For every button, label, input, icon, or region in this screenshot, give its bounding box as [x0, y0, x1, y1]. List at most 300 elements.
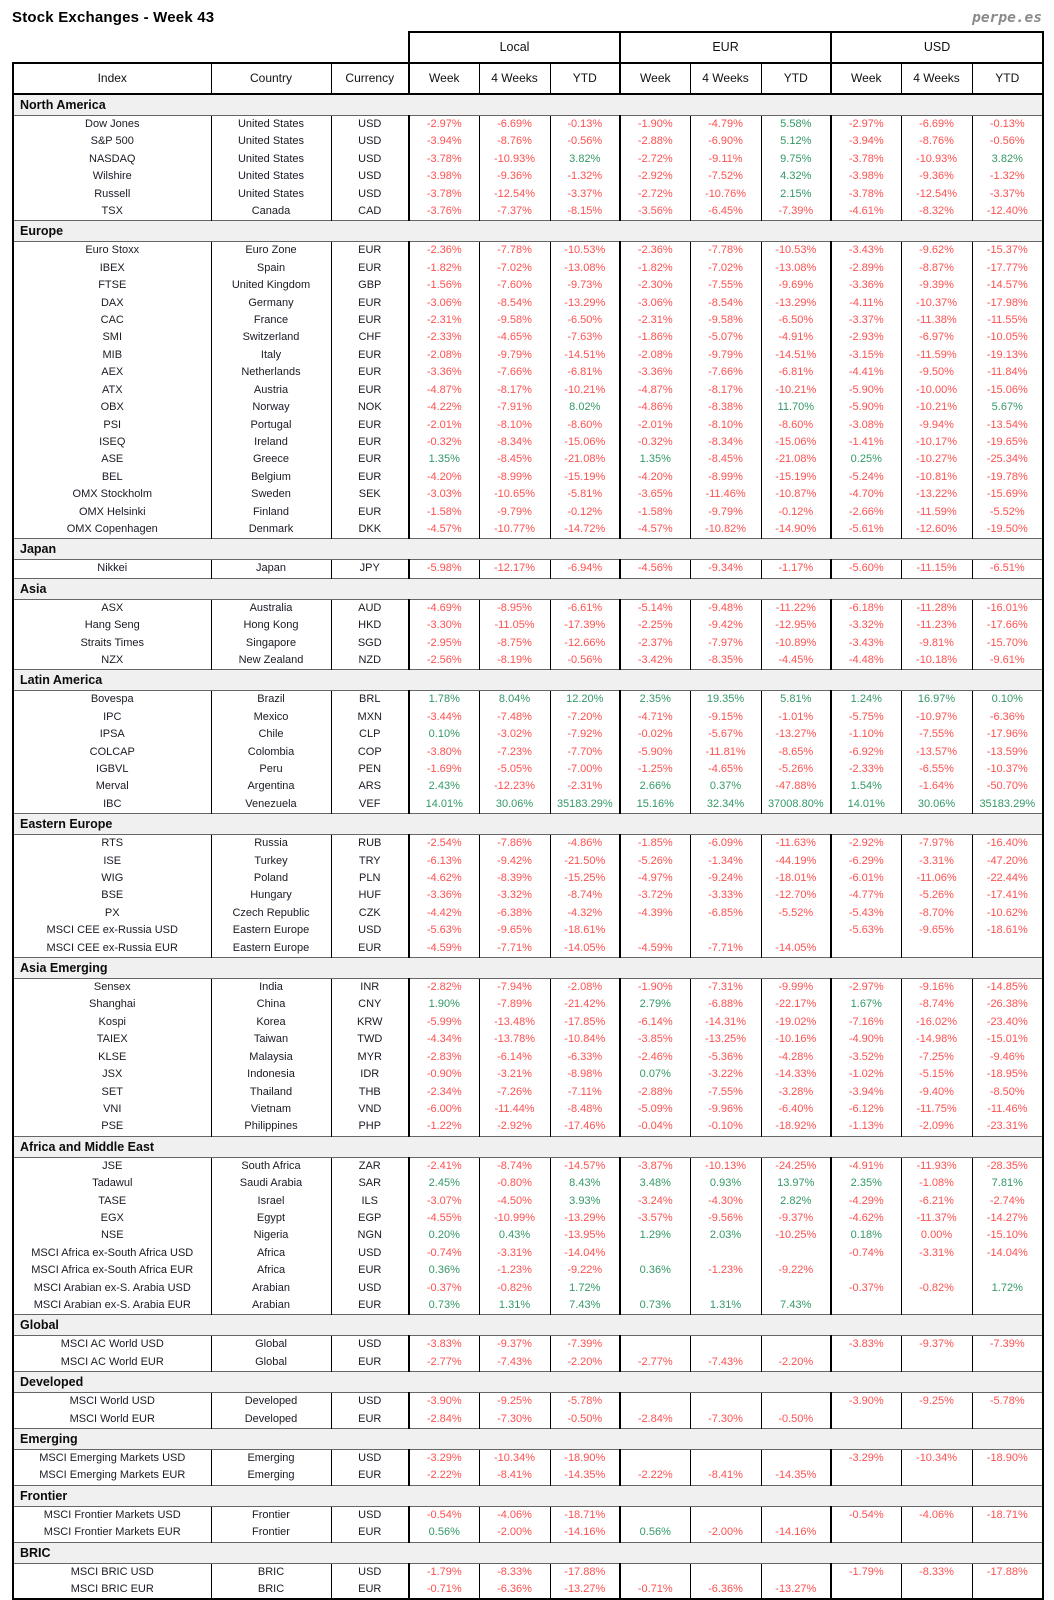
currency-cell: EUR: [331, 940, 409, 958]
value-cell-local-4weeks: 0.43%: [479, 1227, 550, 1244]
country-cell: Netherlands: [211, 364, 331, 381]
value-cell-usd-4weeks: -10.00%: [901, 382, 972, 399]
value-cell-local-ytd: -13.95%: [550, 1227, 620, 1244]
country-cell: Frontier: [211, 1524, 331, 1542]
value-cell-eur-ytd: -9.22%: [761, 1262, 831, 1279]
table-row-kospi: [13, 1014, 1043, 1031]
value-cell-local-4weeks: -12.54%: [479, 186, 550, 203]
group-header-eur: EUR: [620, 32, 831, 63]
value-cell-local-4weeks: -8.99%: [479, 469, 550, 486]
value-cell-usd-ytd: [972, 1262, 1043, 1279]
value-cell-local-week: -3.30%: [409, 617, 479, 634]
group-header-row: [13, 32, 1043, 63]
value-cell-local-ytd: 7.43%: [550, 1297, 620, 1315]
value-cell-usd-4weeks: -11.28%: [901, 599, 972, 617]
value-cell-eur-ytd: -10.25%: [761, 1227, 831, 1244]
brand-link[interactable]: perpe.es: [972, 10, 1042, 26]
value-cell-local-week: -4.22%: [409, 399, 479, 416]
table-row-msci-cee-ex-russia-usd: [13, 922, 1043, 939]
value-cell-local-ytd: -14.16%: [550, 1524, 620, 1542]
value-cell-local-ytd: -14.04%: [550, 1245, 620, 1262]
value-cell-usd-4weeks: -9.50%: [901, 364, 972, 381]
value-cell-usd-week: -2.33%: [831, 761, 901, 778]
currency-cell: CHF: [331, 329, 409, 346]
index-cell: Shanghai: [13, 996, 211, 1013]
value-cell-eur-week: -4.97%: [620, 870, 690, 887]
value-cell-eur-4weeks: -8.17%: [690, 382, 761, 399]
country-cell: Eastern Europe: [211, 940, 331, 958]
index-cell: IPC: [13, 709, 211, 726]
value-cell-eur-ytd: -18.92%: [761, 1118, 831, 1136]
value-cell-local-ytd: -15.25%: [550, 870, 620, 887]
value-cell-local-4weeks: -6.36%: [479, 1581, 550, 1599]
section-title: Developed: [13, 1372, 1043, 1393]
country-cell: Peru: [211, 761, 331, 778]
value-cell-eur-4weeks: -10.76%: [690, 186, 761, 203]
table-row-nzx: [13, 652, 1043, 670]
value-cell-usd-ytd: [972, 1354, 1043, 1372]
value-cell-eur-ytd: -21.08%: [761, 451, 831, 468]
value-cell-local-4weeks: -9.37%: [479, 1336, 550, 1354]
currency-cell: USD: [331, 1393, 409, 1411]
table-row-igbvl: [13, 761, 1043, 778]
value-cell-local-4weeks: -1.23%: [479, 1262, 550, 1279]
country-cell: BRIC: [211, 1581, 331, 1599]
value-cell-eur-week: -4.20%: [620, 469, 690, 486]
value-cell-eur-ytd: -0.50%: [761, 1411, 831, 1429]
section-title: Asia: [13, 578, 1043, 599]
value-cell-usd-4weeks: -11.75%: [901, 1101, 972, 1118]
value-cell-usd-week: -2.97%: [831, 116, 901, 134]
currency-cell: EUR: [331, 469, 409, 486]
col-header-local-week: Week: [409, 63, 479, 94]
table-row-tsx: [13, 203, 1043, 221]
table-row-russell: [13, 186, 1043, 203]
value-cell-usd-4weeks: -10.34%: [901, 1450, 972, 1468]
value-cell-usd-4weeks: -7.97%: [901, 835, 972, 853]
index-cell: MSCI Emerging Markets USD: [13, 1450, 211, 1468]
currency-cell: BRL: [331, 691, 409, 709]
index-cell: IGBVL: [13, 761, 211, 778]
value-cell-local-4weeks: -5.05%: [479, 761, 550, 778]
country-cell: Turkey: [211, 853, 331, 870]
section-header-developed: [13, 1372, 1043, 1393]
value-cell-usd-4weeks: -8.32%: [901, 203, 972, 221]
value-cell-eur-week: -2.36%: [620, 242, 690, 260]
country-cell: Chile: [211, 726, 331, 743]
value-cell-eur-week: -2.01%: [620, 417, 690, 434]
value-cell-eur-ytd: -12.95%: [761, 617, 831, 634]
value-cell-eur-week: -1.58%: [620, 504, 690, 521]
index-cell: COLCAP: [13, 744, 211, 761]
table-row-omx-helsinki: [13, 504, 1043, 521]
index-cell: MSCI Arabian ex-S. Arabia EUR: [13, 1297, 211, 1315]
index-cell: NASDAQ: [13, 151, 211, 168]
value-cell-local-ytd: 12.20%: [550, 691, 620, 709]
value-cell-local-week: -3.44%: [409, 709, 479, 726]
value-cell-eur-ytd: -0.12%: [761, 504, 831, 521]
value-cell-local-week: -3.06%: [409, 295, 479, 312]
value-cell-local-4weeks: -7.60%: [479, 277, 550, 294]
col-header-currency: Currency: [331, 63, 409, 94]
value-cell-eur-ytd: -10.21%: [761, 382, 831, 399]
value-cell-eur-week: -1.90%: [620, 979, 690, 997]
value-cell-local-ytd: -17.85%: [550, 1014, 620, 1031]
report-topbar: [12, 0, 1042, 31]
value-cell-local-4weeks: -8.34%: [479, 434, 550, 451]
value-cell-eur-4weeks: -10.82%: [690, 521, 761, 539]
value-cell-eur-4weeks: -8.35%: [690, 652, 761, 670]
currency-cell: EUR: [331, 504, 409, 521]
value-cell-eur-week: -5.09%: [620, 1101, 690, 1118]
value-cell-eur-ytd: -15.19%: [761, 469, 831, 486]
currency-cell: USD: [331, 1280, 409, 1297]
country-cell: United Kingdom: [211, 277, 331, 294]
value-cell-eur-4weeks: -4.79%: [690, 116, 761, 134]
value-cell-usd-week: -6.01%: [831, 870, 901, 887]
value-cell-usd-week: -5.90%: [831, 399, 901, 416]
value-cell-eur-4weeks: -9.24%: [690, 870, 761, 887]
value-cell-eur-week: 1.29%: [620, 1227, 690, 1244]
value-cell-eur-week: -4.39%: [620, 905, 690, 922]
value-cell-eur-ytd: [761, 1280, 831, 1297]
value-cell-local-4weeks: -2.00%: [479, 1524, 550, 1542]
value-cell-eur-4weeks: -7.02%: [690, 260, 761, 277]
value-cell-eur-week: [620, 1280, 690, 1297]
section-header-europe: [13, 221, 1043, 242]
currency-cell: NOK: [331, 399, 409, 416]
table-row-msci-cee-ex-russia-eur: [13, 940, 1043, 958]
index-cell: MSCI World USD: [13, 1393, 211, 1411]
value-cell-usd-ytd: -15.37%: [972, 242, 1043, 260]
value-cell-eur-ytd: [761, 1245, 831, 1262]
value-cell-local-ytd: -8.48%: [550, 1101, 620, 1118]
value-cell-usd-ytd: -16.01%: [972, 599, 1043, 617]
value-cell-eur-4weeks: 32.34%: [690, 796, 761, 814]
value-cell-local-4weeks: -7.71%: [479, 940, 550, 958]
value-cell-usd-4weeks: [901, 1297, 972, 1315]
value-cell-usd-week: -4.62%: [831, 1210, 901, 1227]
value-cell-eur-week: -2.72%: [620, 186, 690, 203]
value-cell-usd-ytd: -11.55%: [972, 312, 1043, 329]
country-cell: Belgium: [211, 469, 331, 486]
value-cell-local-week: -1.69%: [409, 761, 479, 778]
section-header-global: [13, 1315, 1043, 1336]
value-cell-local-week: -1.22%: [409, 1118, 479, 1136]
country-cell: Vietnam: [211, 1101, 331, 1118]
country-cell: Venezuela: [211, 796, 331, 814]
country-cell: France: [211, 312, 331, 329]
value-cell-eur-4weeks: [690, 1563, 761, 1581]
table-row-vni: [13, 1101, 1043, 1118]
value-cell-local-4weeks: -8.41%: [479, 1467, 550, 1485]
value-cell-usd-ytd: -15.70%: [972, 635, 1043, 652]
country-cell: Philippines: [211, 1118, 331, 1136]
value-cell-local-ytd: -4.32%: [550, 905, 620, 922]
value-cell-usd-week: -3.94%: [831, 1084, 901, 1101]
currency-cell: USD: [331, 133, 409, 150]
value-cell-usd-week: -1.10%: [831, 726, 901, 743]
value-cell-usd-4weeks: [901, 940, 972, 958]
value-cell-usd-4weeks: -7.25%: [901, 1049, 972, 1066]
value-cell-usd-week: -2.97%: [831, 979, 901, 997]
index-cell: ASE: [13, 451, 211, 468]
value-cell-usd-week: -2.89%: [831, 260, 901, 277]
value-cell-local-week: -1.56%: [409, 277, 479, 294]
value-cell-eur-week: -2.88%: [620, 1084, 690, 1101]
table-row-iseq: [13, 434, 1043, 451]
value-cell-eur-week: 0.73%: [620, 1297, 690, 1315]
section-header-latin-america: [13, 670, 1043, 691]
table-row-tadawul: [13, 1175, 1043, 1192]
country-cell: Germany: [211, 295, 331, 312]
value-cell-usd-week: [831, 1297, 901, 1315]
value-cell-local-ytd: -1.32%: [550, 168, 620, 185]
section-title: Latin America: [13, 670, 1043, 691]
value-cell-usd-ytd: -6.36%: [972, 709, 1043, 726]
currency-cell: PEN: [331, 761, 409, 778]
country-cell: Korea: [211, 1014, 331, 1031]
value-cell-usd-week: -6.29%: [831, 853, 901, 870]
exchange-table-body: [13, 94, 1043, 1599]
value-cell-eur-ytd: -4.45%: [761, 652, 831, 670]
value-cell-eur-ytd: 7.43%: [761, 1297, 831, 1315]
value-cell-eur-week: 2.35%: [620, 691, 690, 709]
table-row-taiex: [13, 1031, 1043, 1048]
value-cell-local-week: -0.32%: [409, 434, 479, 451]
value-cell-usd-4weeks: 30.06%: [901, 796, 972, 814]
value-cell-usd-week: 1.67%: [831, 996, 901, 1013]
value-cell-usd-week: [831, 1354, 901, 1372]
value-cell-usd-ytd: -2.74%: [972, 1193, 1043, 1210]
index-cell: TASE: [13, 1193, 211, 1210]
value-cell-eur-week: -5.90%: [620, 744, 690, 761]
value-cell-usd-4weeks: -10.17%: [901, 434, 972, 451]
value-cell-usd-week: -4.48%: [831, 652, 901, 670]
country-cell: Russia: [211, 835, 331, 853]
value-cell-local-ytd: -17.46%: [550, 1118, 620, 1136]
value-cell-eur-ytd: -10.53%: [761, 242, 831, 260]
value-cell-eur-ytd: -4.28%: [761, 1049, 831, 1066]
currency-cell: INR: [331, 979, 409, 997]
value-cell-eur-week: -4.87%: [620, 382, 690, 399]
value-cell-eur-week: 1.35%: [620, 451, 690, 468]
value-cell-eur-ytd: -10.16%: [761, 1031, 831, 1048]
index-cell: MSCI AC World USD: [13, 1336, 211, 1354]
value-cell-usd-week: -1.41%: [831, 434, 901, 451]
index-cell: PX: [13, 905, 211, 922]
value-cell-local-week: 0.10%: [409, 726, 479, 743]
value-cell-eur-ytd: 11.70%: [761, 399, 831, 416]
value-cell-usd-ytd: -50.70%: [972, 778, 1043, 795]
currency-cell: EUR: [331, 312, 409, 329]
value-cell-eur-4weeks: -6.85%: [690, 905, 761, 922]
table-row-bse: [13, 887, 1043, 904]
table-row-set: [13, 1084, 1043, 1101]
index-cell: OMX Helsinki: [13, 504, 211, 521]
value-cell-usd-ytd: 3.82%: [972, 151, 1043, 168]
value-cell-local-4weeks: -6.14%: [479, 1049, 550, 1066]
index-cell: SMI: [13, 329, 211, 346]
value-cell-usd-4weeks: -0.82%: [901, 1280, 972, 1297]
country-cell: Thailand: [211, 1084, 331, 1101]
section-title: Eastern Europe: [13, 814, 1043, 835]
value-cell-eur-ytd: -4.91%: [761, 329, 831, 346]
value-cell-local-ytd: -13.29%: [550, 295, 620, 312]
value-cell-local-4weeks: -8.75%: [479, 635, 550, 652]
value-cell-local-ytd: -7.11%: [550, 1084, 620, 1101]
country-cell: Italy: [211, 347, 331, 364]
value-cell-local-week: -2.83%: [409, 1049, 479, 1066]
country-cell: Spain: [211, 260, 331, 277]
value-cell-local-4weeks: -3.21%: [479, 1066, 550, 1083]
currency-cell: PHP: [331, 1118, 409, 1136]
value-cell-usd-ytd: -19.65%: [972, 434, 1043, 451]
table-row-bel: [13, 469, 1043, 486]
value-cell-usd-ytd: -14.57%: [972, 277, 1043, 294]
currency-cell: EUR: [331, 1411, 409, 1429]
value-cell-eur-ytd: -8.60%: [761, 417, 831, 434]
value-cell-eur-4weeks: [690, 922, 761, 939]
table-row-omx-stockholm: [13, 486, 1043, 503]
column-header-row: [13, 63, 1043, 94]
value-cell-eur-week: -0.32%: [620, 434, 690, 451]
currency-cell: VEF: [331, 796, 409, 814]
section-title: Global: [13, 1315, 1043, 1336]
table-row-egx: [13, 1210, 1043, 1227]
value-cell-local-week: -3.07%: [409, 1193, 479, 1210]
country-cell: Malaysia: [211, 1049, 331, 1066]
table-row-msci-frontier-markets-usd: [13, 1506, 1043, 1524]
group-header-local: Local: [409, 32, 620, 63]
value-cell-usd-ytd: 5.67%: [972, 399, 1043, 416]
col-header-index: Index: [13, 63, 211, 94]
currency-cell: EGP: [331, 1210, 409, 1227]
currency-cell: USD: [331, 922, 409, 939]
value-cell-eur-ytd: -5.26%: [761, 761, 831, 778]
value-cell-eur-4weeks: -8.54%: [690, 295, 761, 312]
value-cell-local-week: -6.13%: [409, 853, 479, 870]
country-cell: United States: [211, 133, 331, 150]
value-cell-local-4weeks: -7.30%: [479, 1411, 550, 1429]
value-cell-eur-ytd: [761, 1506, 831, 1524]
country-cell: Austria: [211, 382, 331, 399]
value-cell-usd-ytd: -11.46%: [972, 1101, 1043, 1118]
value-cell-eur-ytd: [761, 1336, 831, 1354]
value-cell-local-week: -2.36%: [409, 242, 479, 260]
value-cell-local-week: -4.87%: [409, 382, 479, 399]
country-cell: United States: [211, 168, 331, 185]
currency-cell: USD: [331, 1506, 409, 1524]
value-cell-usd-4weeks: -6.21%: [901, 1193, 972, 1210]
index-cell: PSE: [13, 1118, 211, 1136]
value-cell-eur-ytd: [761, 1450, 831, 1468]
value-cell-eur-week: -4.59%: [620, 940, 690, 958]
value-cell-eur-4weeks: -5.36%: [690, 1049, 761, 1066]
value-cell-usd-ytd: 1.72%: [972, 1280, 1043, 1297]
index-cell: NSE: [13, 1227, 211, 1244]
table-row-nikkei: [13, 560, 1043, 578]
value-cell-eur-4weeks: -9.58%: [690, 312, 761, 329]
value-cell-usd-ytd: -10.05%: [972, 329, 1043, 346]
value-cell-usd-4weeks: -12.60%: [901, 521, 972, 539]
index-cell: BEL: [13, 469, 211, 486]
country-cell: Japan: [211, 560, 331, 578]
country-cell: Greece: [211, 451, 331, 468]
value-cell-local-ytd: -7.00%: [550, 761, 620, 778]
value-cell-local-4weeks: -7.02%: [479, 260, 550, 277]
value-cell-local-4weeks: -10.93%: [479, 151, 550, 168]
value-cell-eur-week: -3.36%: [620, 364, 690, 381]
value-cell-local-week: 1.35%: [409, 451, 479, 468]
value-cell-usd-week: -6.92%: [831, 744, 901, 761]
value-cell-eur-ytd: -6.50%: [761, 312, 831, 329]
value-cell-usd-week: -2.92%: [831, 835, 901, 853]
country-cell: Taiwan: [211, 1031, 331, 1048]
value-cell-local-4weeks: -0.80%: [479, 1175, 550, 1192]
value-cell-local-week: 2.43%: [409, 778, 479, 795]
index-cell: Kospi: [13, 1014, 211, 1031]
group-header-spacer: [13, 32, 409, 63]
value-cell-usd-ytd: -1.32%: [972, 168, 1043, 185]
value-cell-local-week: -0.71%: [409, 1581, 479, 1599]
value-cell-usd-week: -3.90%: [831, 1393, 901, 1411]
col-header-country: Country: [211, 63, 331, 94]
table-row-msci-arabian-ex-s-arabia-usd: [13, 1280, 1043, 1297]
currency-cell: TRY: [331, 853, 409, 870]
value-cell-local-4weeks: -4.50%: [479, 1193, 550, 1210]
value-cell-usd-4weeks: -16.02%: [901, 1014, 972, 1031]
table-row-klse: [13, 1049, 1043, 1066]
value-cell-usd-ytd: -0.56%: [972, 133, 1043, 150]
value-cell-local-week: -3.98%: [409, 168, 479, 185]
currency-cell: AUD: [331, 599, 409, 617]
currency-cell: EUR: [331, 1581, 409, 1599]
value-cell-local-ytd: -9.73%: [550, 277, 620, 294]
value-cell-usd-ytd: -17.41%: [972, 887, 1043, 904]
value-cell-local-ytd: -8.98%: [550, 1066, 620, 1083]
currency-cell: EUR: [331, 364, 409, 381]
value-cell-local-ytd: -14.51%: [550, 347, 620, 364]
currency-cell: MXN: [331, 709, 409, 726]
value-cell-local-ytd: -10.21%: [550, 382, 620, 399]
value-cell-usd-week: -3.43%: [831, 242, 901, 260]
value-cell-eur-ytd: 4.32%: [761, 168, 831, 185]
value-cell-local-4weeks: -10.34%: [479, 1450, 550, 1468]
value-cell-eur-ytd: -9.37%: [761, 1210, 831, 1227]
value-cell-usd-ytd: -18.71%: [972, 1506, 1043, 1524]
value-cell-eur-ytd: -6.40%: [761, 1101, 831, 1118]
value-cell-usd-week: -5.63%: [831, 922, 901, 939]
value-cell-local-4weeks: -8.19%: [479, 652, 550, 670]
index-cell: CAC: [13, 312, 211, 329]
value-cell-eur-ytd: -14.51%: [761, 347, 831, 364]
value-cell-usd-week: -3.15%: [831, 347, 901, 364]
value-cell-local-4weeks: -3.32%: [479, 887, 550, 904]
country-cell: Arabian: [211, 1280, 331, 1297]
value-cell-eur-week: -4.71%: [620, 709, 690, 726]
value-cell-eur-ytd: -14.35%: [761, 1467, 831, 1485]
value-cell-usd-week: -3.37%: [831, 312, 901, 329]
value-cell-eur-ytd: [761, 922, 831, 939]
country-cell: Africa: [211, 1245, 331, 1262]
value-cell-usd-week: -5.61%: [831, 521, 901, 539]
currency-cell: CLP: [331, 726, 409, 743]
country-cell: Poland: [211, 870, 331, 887]
col-header-eur-week: Week: [620, 63, 690, 94]
currency-cell: IDR: [331, 1066, 409, 1083]
value-cell-local-4weeks: -8.33%: [479, 1563, 550, 1581]
